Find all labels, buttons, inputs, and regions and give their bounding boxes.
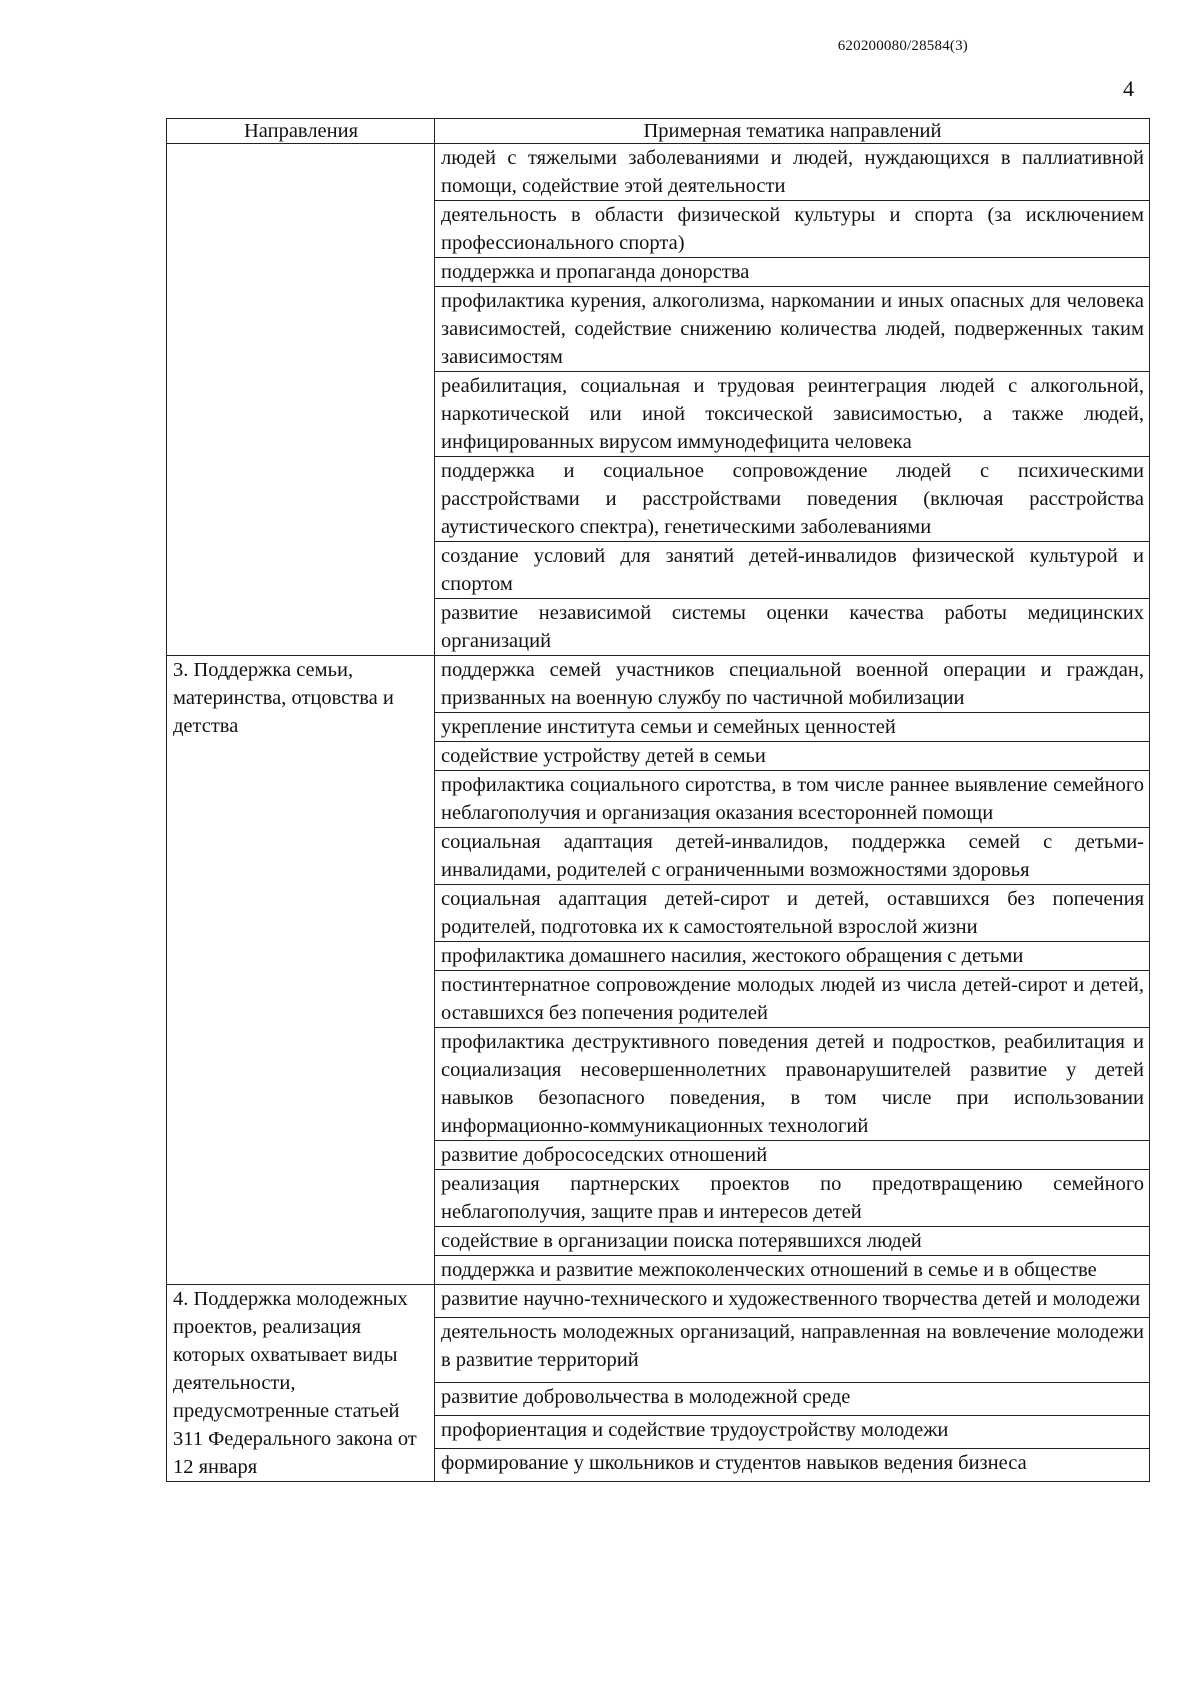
topic-cell: реализация партнерских проектов по предотвращению семейного неблагополучия, защите прав и интересов детей (435, 1170, 1150, 1227)
column-header-topics: Примерная тематика направлений (435, 119, 1150, 144)
topic-cell: развитие независимой системы оценки качества работы медицинских организаций (435, 599, 1150, 656)
topic-cell: профилактика домашнего насилия, жестокого обращения с детьми (435, 942, 1150, 971)
topic-cell: людей с тяжелыми заболеваниями и людей, нуждающихся в паллиативной помощи, содействие этой деятельности (435, 144, 1150, 201)
table-row (167, 656, 1150, 713)
table-row (167, 144, 1150, 201)
topic-cell: поддержка и пропаганда донорства (435, 258, 1150, 287)
topic-cell: деятельность молодежных организаций, направленная на вовлечение молодежи в развитие территорий (435, 1318, 1150, 1383)
topic-cell: развитие добровольчества в молодежной среде (435, 1382, 1150, 1415)
direction-cell: 3. Поддержка семьи, материнства, отцовства и детства (167, 656, 435, 1285)
topic-cell: деятельность в области физической культуры и спорта (за исключением профессионального спорта) (435, 201, 1150, 258)
table-header-row (167, 119, 1150, 144)
topic-cell: формирование у школьников и студентов навыков ведения бизнеса (435, 1448, 1150, 1481)
topic-cell: развитие добрососедских отношений (435, 1141, 1150, 1170)
direction-cell: 4. Поддержка молодежных проектов, реализация которых охватывает виды деятельности, предусмотренные статьей 311 Федерального закона от 12 января (167, 1285, 435, 1482)
topic-cell: реабилитация, социальная и трудовая реинтеграция людей с алкогольной, наркотической или иной токсической зависимостью, а также людей, инфицированных вирусом иммунодефицита человека (435, 372, 1150, 457)
topic-cell: поддержка семей участников специальной военной операции и граждан, призванных на военную службу по частичной мобилизации (435, 656, 1150, 713)
topic-cell: профориентация и содействие трудоустройству молодежи (435, 1415, 1150, 1448)
topic-cell: поддержка и развитие межпоколенческих отношений в семье и в обществе (435, 1256, 1150, 1285)
topic-cell: содействие в организации поиска потерявшихся людей (435, 1227, 1150, 1256)
page-number: 4 (1123, 76, 1134, 101)
topic-cell: поддержка и социальное сопровождение людей с психическими расстройствами и расстройствами поведения (включая расстройства аутистического спектра), генетическими заболеваниями (435, 457, 1150, 542)
column-header-directions: Направления (167, 119, 435, 144)
topic-cell: социальная адаптация детей-сирот и детей, оставшихся без попечения родителей, подготовка их к самостоятельной взрослой жизни (435, 885, 1150, 942)
direction-cell (167, 144, 435, 656)
topic-cell: укрепление института семьи и семейных ценностей (435, 713, 1150, 742)
topic-cell: социальная адаптация детей-инвалидов, поддержка семей с детьми-инвалидами, родителей с ограниченными возможностями здоровья (435, 828, 1150, 885)
document-id: 620200080/28584(3) (837, 38, 968, 54)
topic-cell: создание условий для занятий детей-инвалидов физической культурой и спортом (435, 542, 1150, 599)
topic-cell: профилактика деструктивного поведения детей и подростков, реабилитация и социализация несовершеннолетних правонарушителей развитие у детей навыков безопасного поведения, в том числе при использовании информационно-коммуникационных технологий (435, 1028, 1150, 1141)
topic-cell: профилактика курения, алкоголизма, наркомании и иных опасных для человека зависимостей, содействие снижению количества людей, подверженных таким зависимостям (435, 287, 1150, 372)
topic-cell: развитие научно-технического и художественного творчества детей и молодежи (435, 1285, 1150, 1318)
topic-cell: профилактика социального сиротства, в том числе раннее выявление семейного неблагополучия и организация оказания всесторонней помощи (435, 771, 1150, 828)
topic-cell: содействие устройству детей в семьи (435, 742, 1150, 771)
topic-cell: постинтернатное сопровождение молодых людей из числа детей-сирот и детей, оставшихся без попечения родителей (435, 971, 1150, 1028)
table-row (167, 1285, 1150, 1318)
directions-table (166, 118, 1150, 1482)
